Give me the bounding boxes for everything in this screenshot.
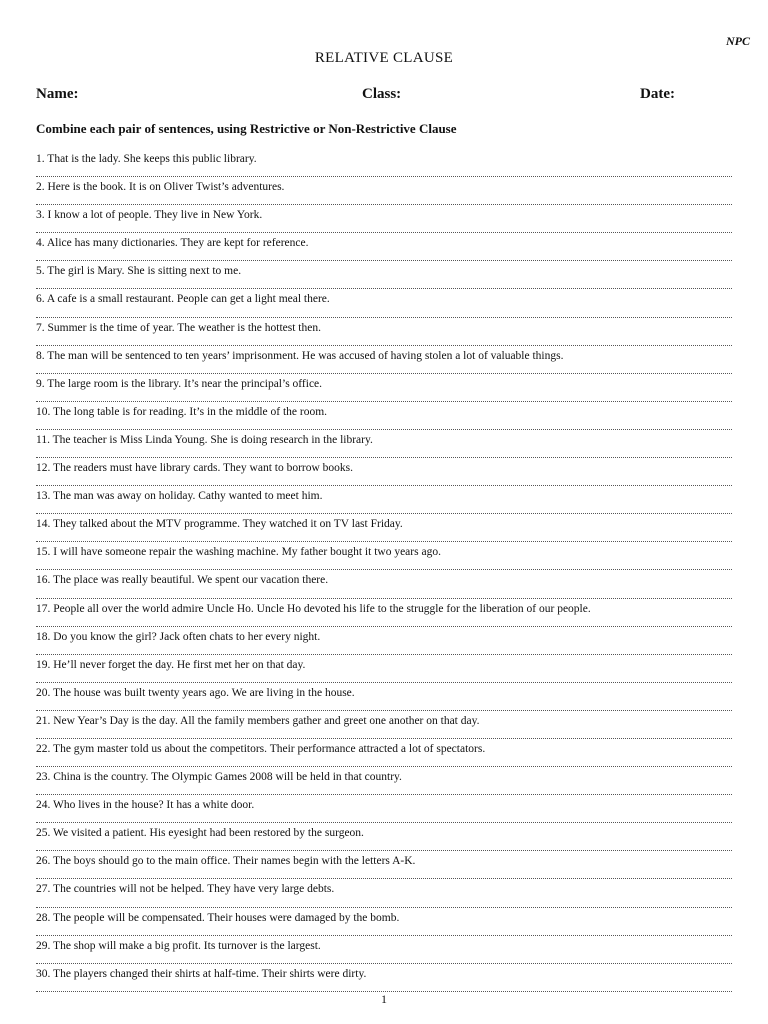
- date-label: Date:: [640, 86, 675, 102]
- question-item: 7. Summer is the time of year. The weather is the hottest then.: [36, 318, 732, 346]
- author-initials: NPC: [726, 34, 750, 48]
- page-title: RELATIVE CLAUSE: [314, 50, 454, 66]
- question-item: 8. The man will be sentenced to ten years’ imprisonment. He was accused of having stolen a lot of valuable things.: [36, 346, 732, 374]
- question-item: 16. The place was really beautiful. We spent our vacation there.: [36, 570, 732, 598]
- class-label: Class:: [362, 86, 402, 102]
- question-item: 14. They talked about the MTV programme. They watched it on TV last Friday.: [36, 514, 732, 542]
- student-info-header: [36, 86, 678, 106]
- question-item: 24. Who lives in the house? It has a white door.: [36, 795, 732, 823]
- question-item: 20. The house was built twenty years ago. We are living in the house.: [36, 683, 732, 711]
- question-item: 19. He’ll never forget the day. He first met her on that day.: [36, 655, 732, 683]
- question-item: 25. We visited a patient. His eyesight had been restored by the surgeon.: [36, 823, 732, 851]
- question-item: 10. The long table is for reading. It’s in the middle of the room.: [36, 402, 732, 430]
- question-item: 29. The shop will make a big profit. Its turnover is the largest.: [36, 936, 732, 964]
- question-item: 30. The players changed their shirts at half-time. Their shirts were dirty.: [36, 964, 732, 992]
- question-item: 11. The teacher is Miss Linda Young. She is doing research in the library.: [36, 430, 732, 458]
- question-item: 21. New Year’s Day is the day. All the family members gather and greet one another on that day.: [36, 711, 732, 739]
- question-item: 4. Alice has many dictionaries. They are kept for reference.: [36, 233, 732, 261]
- question-item: 5. The girl is Mary. She is sitting next to me.: [36, 261, 732, 289]
- question-item: 13. The man was away on holiday. Cathy wanted to meet him.: [36, 486, 732, 514]
- name-label: Name:: [36, 86, 79, 102]
- question-item: 23. China is the country. The Olympic Games 2008 will be held in that country.: [36, 767, 732, 795]
- question-item: 12. The readers must have library cards. They want to borrow books.: [36, 458, 732, 486]
- question-list: [36, 149, 732, 992]
- question-item: 22. The gym master told us about the competitors. Their performance attracted a lot of spectators.: [36, 739, 732, 767]
- question-item: 9. The large room is the library. It’s near the principal’s office.: [36, 374, 732, 402]
- question-item: 26. The boys should go to the main office. Their names begin with the letters A-K.: [36, 851, 732, 879]
- page-number: 1: [381, 992, 387, 1006]
- instructions: Combine each pair of sentences, using Restrictive or Non-Restrictive Clause: [36, 121, 457, 136]
- question-item: 2. Here is the book. It is on Oliver Twist’s adventures.: [36, 177, 732, 205]
- question-item: 15. I will have someone repair the washing machine. My father bought it two years ago.: [36, 542, 732, 570]
- question-item: 28. The people will be compensated. Their houses were damaged by the bomb.: [36, 908, 732, 936]
- question-item: 27. The countries will not be helped. They have very large debts.: [36, 879, 732, 907]
- question-item: 1. That is the lady. She keeps this public library.: [36, 149, 732, 177]
- question-item: 3. I know a lot of people. They live in New York.: [36, 205, 732, 233]
- question-item: 6. A cafe is a small restaurant. People can get a light meal there.: [36, 289, 732, 317]
- question-item: 17. People all over the world admire Uncle Ho. Uncle Ho devoted his life to the struggle for the liberation of our people.: [36, 599, 732, 627]
- question-item: 18. Do you know the girl? Jack often chats to her every night.: [36, 627, 732, 655]
